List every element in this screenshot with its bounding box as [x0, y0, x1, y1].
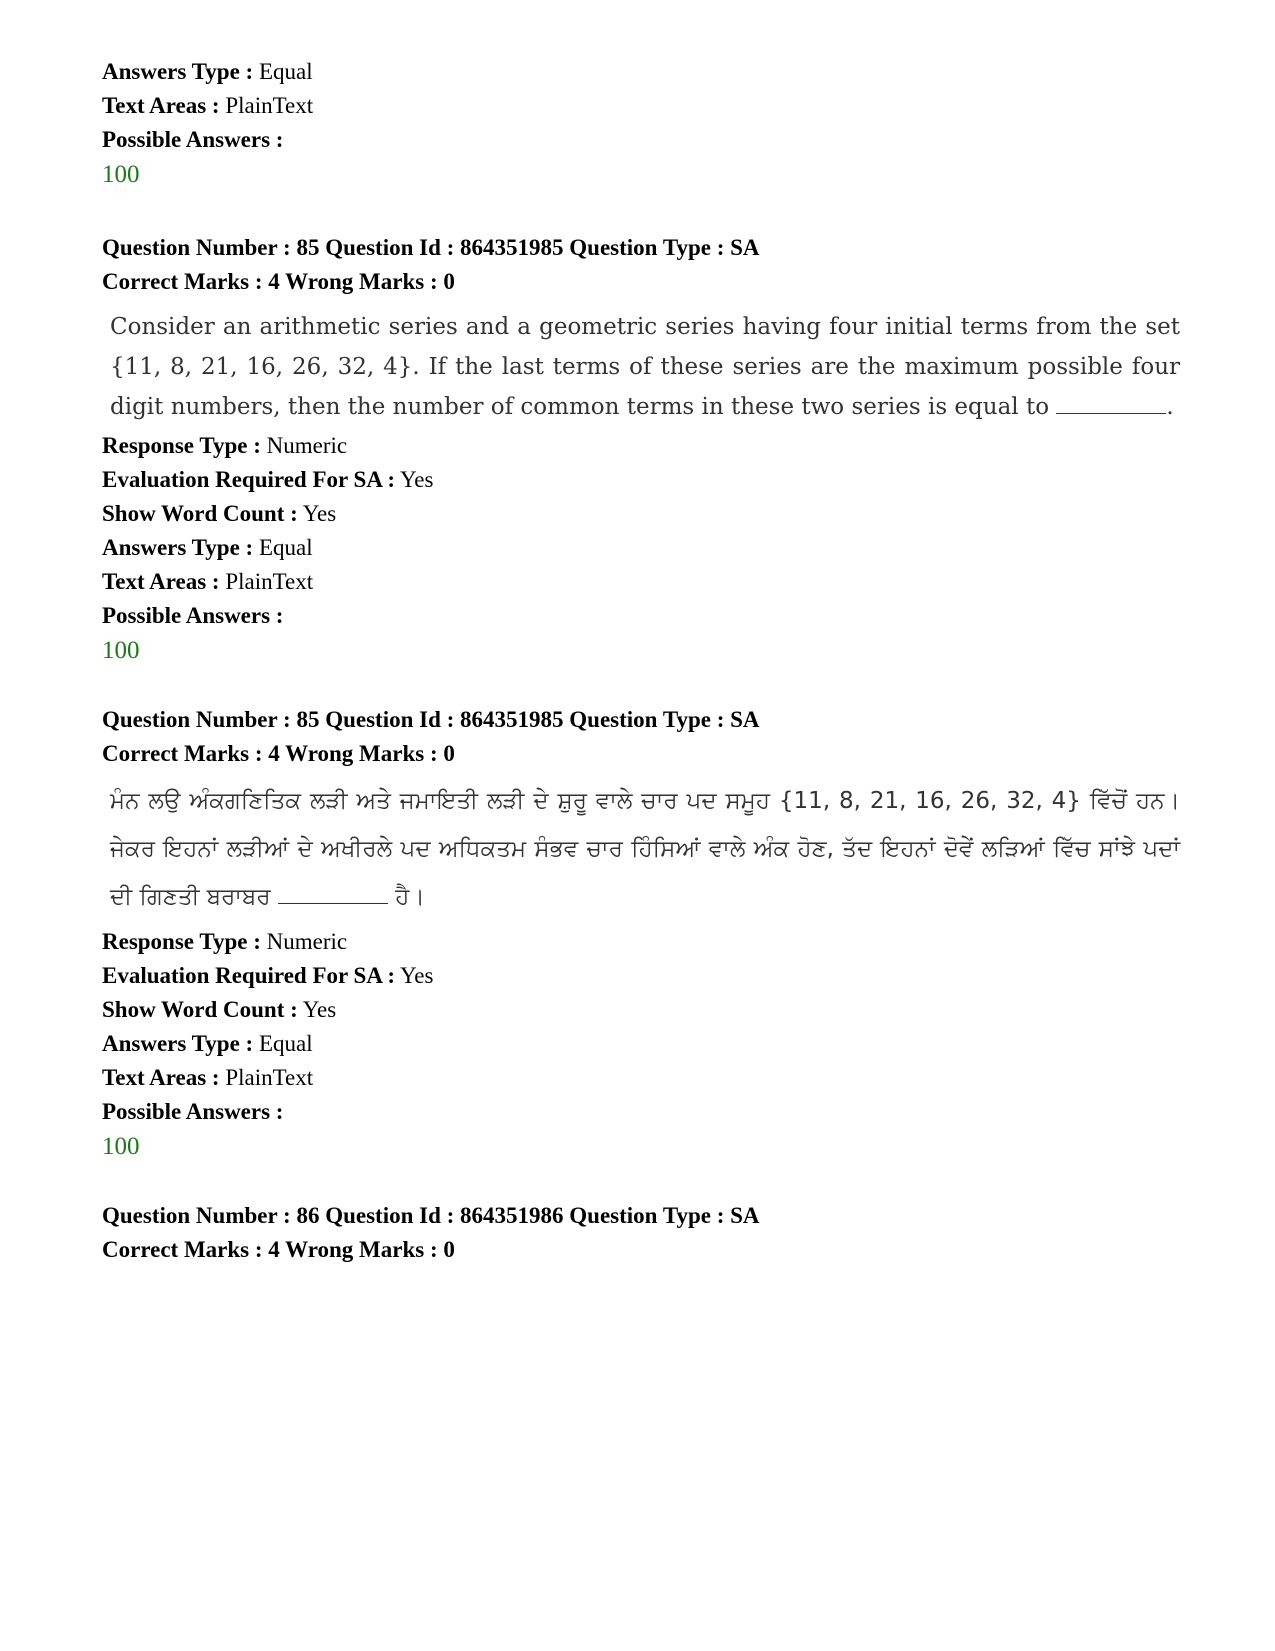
- question-meta-row: Question Number : 85 Question Id : 864351985 Question Type : SA: [102, 235, 760, 260]
- possible-answer-value: 100: [102, 161, 140, 188]
- possible-answers-row: Possible Answers :: [102, 603, 284, 628]
- evaluation-required-row: Evaluation Required For SA : Yes: [102, 963, 434, 988]
- response-type-row: Response Type : Numeric: [102, 929, 348, 954]
- question-85-pa-text: ਮੰਨ ਲਉ ਅੰਕਗਣਿਤਿਕ ਲੜੀ ਅਤੇ ਜਮਾਇਤੀ ਲੜੀ ਦੇ ਸ਼ੁਰੂ ਵਾਲੇ ਚਾਰ ਪਦ ਸਮੂਹ {11, 8, 21, 16, 26, 32, 4} ਵਿੱਚੋਂ ਹਨ। ਜੇਕਰ ਇਹਨਾਂ ਲੜੀਆਂ ਦੇ ਅਖੀਰਲੇ ਪਦ ਅਧਿਕਤਮ ਸੰਭਵ ਚਾਰ ਹਿੰਸਿਆਂ ਵਾਲੇ ਅੰਕ ਹੋਣ, ਤੱਦ ਇਹਨਾਂ ਦੋਵੇਂ ਲੜਿਆਂ ਵਿੱਚ ਸਾਂਝੇ ਪਦਾਂ ਦੀ ਗਿਣਤੀ ਬਰਾਬਰ ਹੈ।: [110, 788, 1180, 910]
- show-word-count-row: Show Word Count : Yes: [102, 501, 337, 526]
- text-areas-row: Text Areas : PlainText: [102, 1065, 314, 1090]
- question-meta-row: Question Number : 85 Question Id : 864351985 Question Type : SA: [102, 707, 760, 732]
- answer-blank: [1056, 395, 1166, 414]
- answers-type-row: Answers Type : Equal: [102, 59, 313, 84]
- text-areas-row: Text Areas : PlainText: [102, 569, 314, 594]
- evaluation-required-row: Evaluation Required For SA : Yes: [102, 467, 434, 492]
- marks-row: Correct Marks : 4 Wrong Marks : 0: [102, 269, 455, 294]
- show-word-count-row: Show Word Count : Yes: [102, 997, 337, 1022]
- question-85-en-settings: [102, 429, 1182, 669]
- question-86-header: [102, 1199, 1182, 1267]
- question-meta-row: Question Number : 86 Question Id : 864351986 Question Type : SA: [102, 1203, 760, 1228]
- possible-answers-row: Possible Answers :: [102, 127, 284, 152]
- marks-row: Correct Marks : 4 Wrong Marks : 0: [102, 1237, 455, 1262]
- answers-type-row: Answers Type : Equal: [102, 535, 313, 560]
- question-85-en-header: [102, 231, 1182, 299]
- previous-question-tail: [102, 55, 1182, 193]
- response-type-row: Response Type : Numeric: [102, 433, 348, 458]
- possible-answers-row: Possible Answers :: [102, 1099, 284, 1124]
- answer-blank: [278, 885, 388, 904]
- question-85-pa-settings: [102, 925, 1182, 1165]
- question-85-en-text: Consider an arithmetic series and a geometric series having four initial terms from the set {11, 8, 21, 16, 26, 32, 4}. If the last terms of these series are the maximum possible four digit numbers, then the number of common terms in these two series is equal to .: [110, 314, 1180, 420]
- answers-type-row: Answers Type : Equal: [102, 1031, 313, 1056]
- possible-answer-value: 100: [102, 1133, 140, 1160]
- marks-row: Correct Marks : 4 Wrong Marks : 0: [102, 741, 455, 766]
- possible-answer-value: 100: [102, 637, 140, 664]
- question-85-pa-header: [102, 703, 1182, 771]
- text-areas-row: Text Areas : PlainText: [102, 93, 314, 118]
